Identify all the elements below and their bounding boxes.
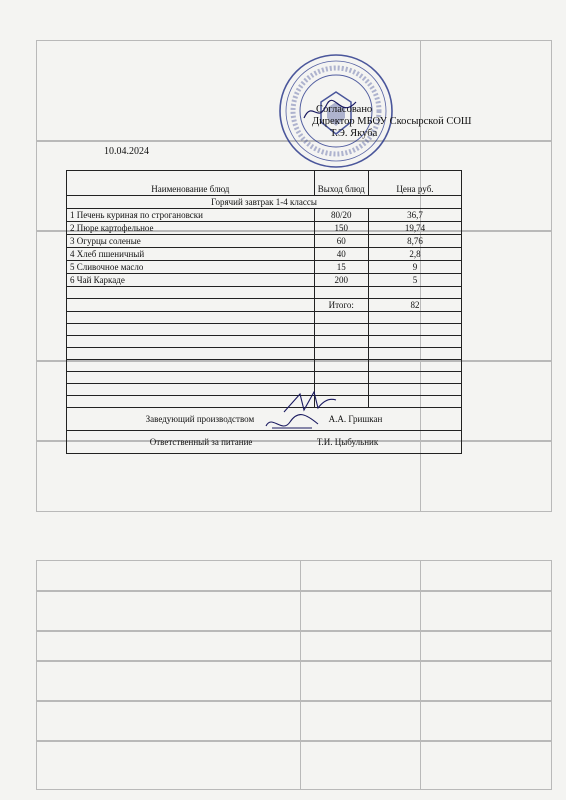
header-name: Наименование блюд [67, 171, 315, 196]
empty-row [67, 384, 462, 396]
dish-name: 5 Сливочное масло [67, 261, 315, 274]
manager-name: А.А. Гришкан [328, 414, 383, 424]
empty-row [67, 348, 462, 360]
dish-name: 1 Печень куриная по строгановски [67, 209, 315, 222]
approval-name: Т.Э. Якуба [330, 128, 378, 139]
table-row [67, 261, 462, 274]
dish-output: 15 [314, 261, 368, 274]
dish-price: 2,8 [368, 248, 461, 261]
dish-name: 3 Огурцы соленые [67, 235, 315, 248]
section-title: Горячий завтрак 1-4 классы [67, 196, 462, 209]
total-row [67, 299, 462, 312]
dish-price: 36,7 [368, 209, 461, 222]
empty-row [67, 324, 462, 336]
table-row [67, 222, 462, 235]
empty-row [67, 372, 462, 384]
dish-name: 4 Хлеб пшеничный [67, 248, 315, 261]
dish-output: 150 [314, 222, 368, 235]
empty-row [67, 312, 462, 324]
dish-output: 40 [314, 248, 368, 261]
total-label: Итого: [314, 299, 368, 312]
manager-role: Заведующий производством [145, 414, 255, 424]
empty-row [67, 336, 462, 348]
table-row [67, 248, 462, 261]
dish-output: 80/20 [314, 209, 368, 222]
empty-row [67, 360, 462, 372]
empty-row [67, 287, 462, 299]
dish-price: 5 [368, 274, 461, 287]
nutrition-role: Ответственный за питание [149, 437, 253, 447]
dish-output: 60 [314, 235, 368, 248]
approval-signature [300, 96, 360, 126]
dish-name: 6 Чай Каркаде [67, 274, 315, 287]
header-price: Цена руб. [368, 171, 461, 196]
dish-price: 9 [368, 261, 461, 274]
nutrition-signature [262, 410, 322, 436]
section-row [67, 196, 462, 209]
approval-title: Согласовано [316, 104, 373, 115]
dish-price: 19,74 [368, 222, 461, 235]
table-row [67, 209, 462, 222]
dish-output: 200 [314, 274, 368, 287]
total-value: 82 [368, 299, 461, 312]
approval-position: Директор МБОУ Скосырской СОШ [312, 116, 472, 127]
dish-price: 8,76 [368, 235, 461, 248]
dish-name: 2 Пюре картофельное [67, 222, 315, 235]
table-row [67, 274, 462, 287]
nutrition-name: Т.И. Цыбульник [316, 437, 379, 447]
table-row [67, 235, 462, 248]
table-header-row [67, 171, 462, 196]
document-date: 10.04.2024 [104, 146, 149, 157]
empty-row [67, 396, 462, 408]
header-output: Выход блюд [314, 171, 368, 196]
